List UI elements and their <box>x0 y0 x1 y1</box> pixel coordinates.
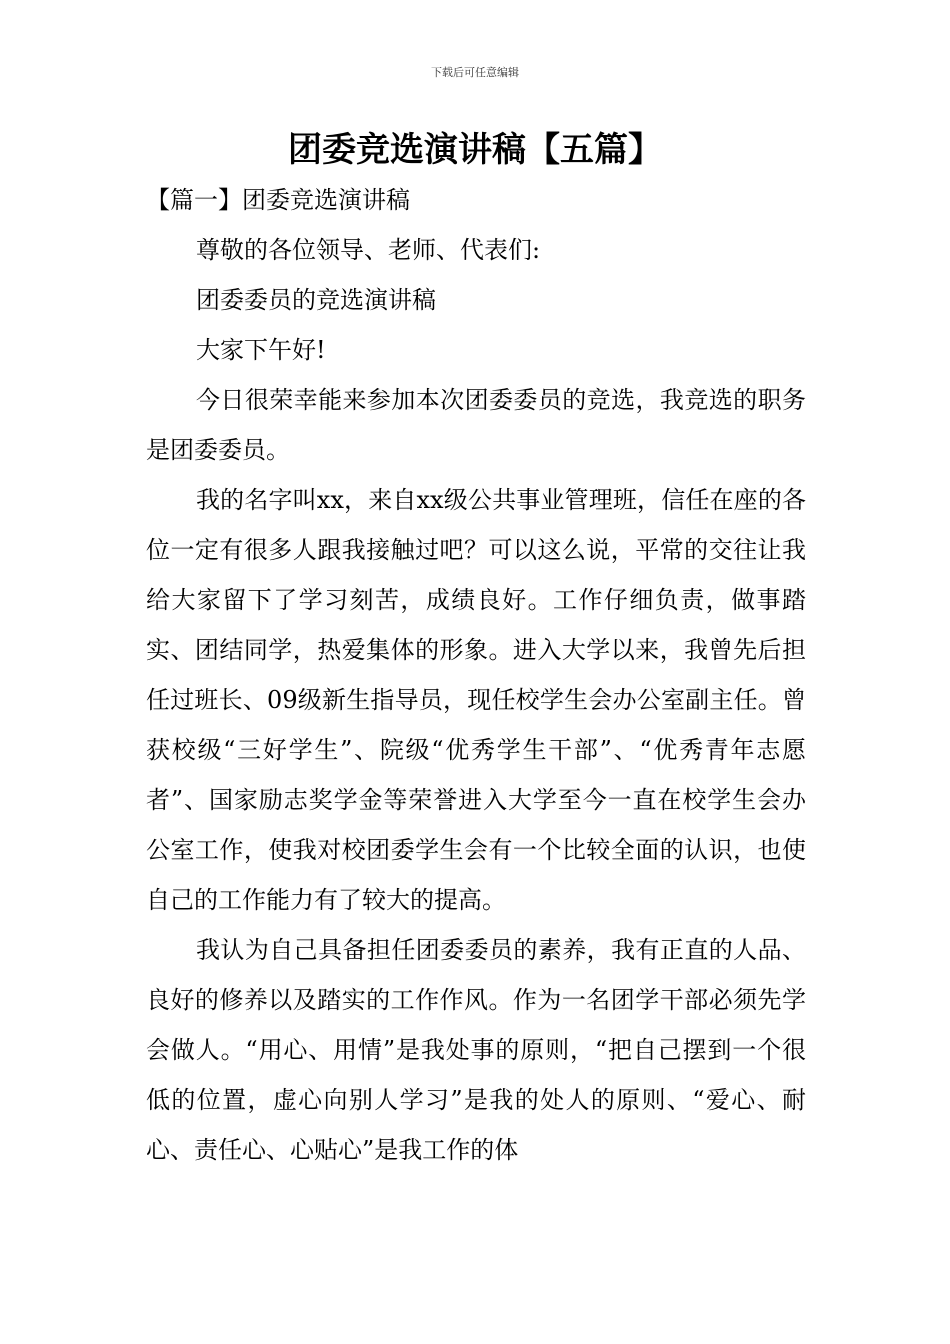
section-heading: 【篇一】团委竞选演讲稿 <box>146 186 410 214</box>
paragraph-background: 我的名字叫xx，来自xx级公共事业管理班，信任在座的各位一定有很多人跟我接触过吧？可以这么说，平常的交往让我给大家留下了学习刻苦，成绩良好。工作仔细负责，做事踏实、团结同学，热爱集体的形象。进入大学以来，我曾先后担任过班长、09级新生指导员，现任校学生会办公室副主任。曾获校级“三好学生”、院级“优秀学生干部”、“优秀青年志愿者”、国家励志奖学金等荣誉进入大学至今一直在校学生会办公室工作，使我对校团委学生会有一个比较全面的认识，也使自己的工作能力有了较大的提高。 <box>146 486 806 914</box>
paragraph-intro: 今日很荣幸能来参加本次团委委员的竞选，我竞选的职务是团委委员。 <box>146 386 806 464</box>
paragraph-salutation: 尊敬的各位领导、老师、代表们: <box>196 236 541 264</box>
paragraph-greeting: 大家下午好! <box>196 336 326 364</box>
document-body <box>146 175 806 1175</box>
paragraph-qualities: 我认为自己具备担任团委委员的素养，我有正直的人品、良好的修养以及踏实的工作作风。作为一名团学干部必须先学会做人。“用心、用情”是我处事的原则，“把自己摆到一个很低的位置，虚心向别人学习”是我的处人的原则、“爱心、耐心、责任心、心贴心”是我工作的体 <box>146 936 806 1164</box>
document-title: 团委竞选演讲稿【五篇】 <box>288 130 662 170</box>
paragraph-subtitle: 团委委员的竞选演讲稿 <box>196 286 436 314</box>
page-header-note: 下载后可任意编辑 <box>431 66 519 79</box>
